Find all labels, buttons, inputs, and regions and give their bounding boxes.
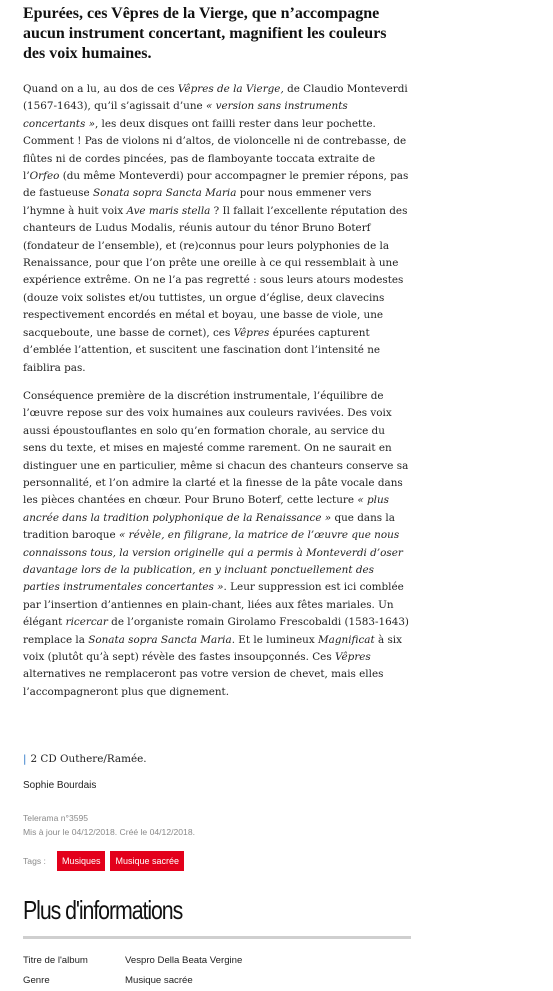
article-paragraph-1: [23, 81, 411, 377]
article-paragraph-2: [23, 388, 411, 701]
italic-run: ricercar: [65, 616, 108, 629]
source-text: 2 CD Outhere/Ramée.: [30, 753, 147, 766]
text-run: , les deux disques ont failli rester dans leur pochette. Comment ! Pas de violons ni d’altos, de violoncelle ni de contrebasse, de flûtes ni de cordes pincées, pas de flamboyante toccata extraite de l’: [23, 117, 407, 183]
info-row-genre: [23, 971, 411, 991]
tag-musique-sacree[interactable]: Musique sacrée: [110, 851, 184, 871]
italic-run: Ave maris stella: [126, 204, 211, 217]
text-run: de Claudio Monteverdi (1567-1643), qu’il s’agissait d’une: [23, 83, 408, 113]
tag-musiques[interactable]: Musiques: [57, 851, 106, 871]
text-run: de l’organiste romain Girolamo Frescobaldi (1583-1643) remplace la: [23, 616, 409, 646]
text-run: Quand on a lu, au dos de ces: [23, 83, 178, 95]
text-run: . Et le lumineux: [231, 633, 319, 646]
article-lead: Epurées, ces Vêpres de la Vierge, que n’accompagne aucun instrument concertant, magnifient les couleurs des voix humaines.: [23, 5, 387, 62]
italic-run: « version sans instruments concertants »: [23, 100, 348, 130]
italic-run: Sonata sopra Sancta Maria: [88, 633, 232, 646]
italic-run: Vêpres: [233, 326, 270, 339]
italic-run: « révèle, en filigrane, la matrice de l’œuvre que nous connaissons tous, la version originelle qui a permis à Monteverdi d’oser davantage lors de la publication, en y incluant ponctuellement des parties instrumentales concertantes »: [23, 529, 403, 594]
text-run: alternatives ne remplaceront pas votre version de chevet, mais elles l’accompagneront plus que dignement.: [23, 668, 384, 698]
issue-number: Telerama n°3595: [23, 813, 89, 824]
text-run: épurées capturent d’emblée l’attention, et suscitent une fascination dont l’intensité ne faiblira pas.: [23, 326, 381, 374]
italic-run: Sonata sopra Sancta Maria: [92, 187, 237, 200]
tags-row: [23, 851, 411, 871]
more-info-title: Plus d'informations: [23, 895, 183, 926]
section-divider: [23, 936, 411, 939]
source-line: [23, 753, 411, 765]
italic-run: Orfeo: [29, 170, 60, 183]
text-run: Conséquence première de la discrétion instrumentale, l’équilibre de l’œuvre repose sur des voix humaines aux couleurs ravivées. Des voix aussi époustouflantes en solo qu’en formation chorale, au service du sens du texte, et mises en majesté comme rarement. On ne saurait en distinguer une en particulier, même si chacun des chanteurs conserve sa personnalité, et l’on admire la clarté et la finesse de la pâte vocale dans les pièces chantées en chœur. Pour Bruno Boterf, cette lecture: [23, 389, 409, 507]
tags-label: Tags :: [23, 856, 46, 867]
info-value: Musique sacrée: [125, 975, 193, 987]
italic-run: « plus ancrée dans la tradition polyphonique de la Renaissance »: [23, 494, 390, 524]
info-key: Titre de l'album: [23, 955, 88, 967]
text-run: ? Il fallait l’excellente réputation des chanteurs de Ludus Modalis, réunis autour du ténor Bruno Boterf (fondateur de l’ensemble), et (re)connus pour leurs polyphonies de la Renaissance, pour que l’on prête une oreille à ce qui ressemblait à une expérience extrême. On ne l’a pas regretté : sous leurs atours modestes (douze voix solistes et/ou tuttistes, un orgue d’église, deux clavecins respectivement encordés en métal et boyau, une basse de viole, une sacqueboute, une basse de cornet), ces: [23, 204, 408, 339]
source-bar: |: [23, 753, 27, 766]
italic-run: Vêpres de la Vierge,: [177, 83, 284, 95]
italic-run: Magnificat: [318, 633, 375, 646]
text-run: que dans la tradition baroque: [23, 511, 395, 542]
text-run: à six voix (plutôt qu’à sept) révèle des fastes insoupçonnés. Ces: [23, 633, 402, 663]
info-key: Genre: [23, 975, 50, 987]
author-name[interactable]: Sophie Bourdais: [23, 780, 97, 792]
text-run: pour nous emmener vers l’hymne à huit voix: [23, 187, 372, 217]
info-row-album: [23, 951, 411, 971]
article: [23, 0, 411, 991]
info-value: Vespro Della Beata Vergine: [125, 955, 243, 967]
italic-run: Vêpres: [334, 651, 371, 663]
text-run: (du même Monteverdi) pour accompagner le premier répons, pas de fastueuse: [23, 170, 409, 200]
publication-dates: Mis à jour le 04/12/2018. Créé le 04/12/2018.: [23, 827, 195, 838]
text-run: . Leur suppression est ici comblée par l’insertion d’antiennes en plain-chant, liées aux fêtes mariales. Un élégant: [23, 581, 404, 629]
